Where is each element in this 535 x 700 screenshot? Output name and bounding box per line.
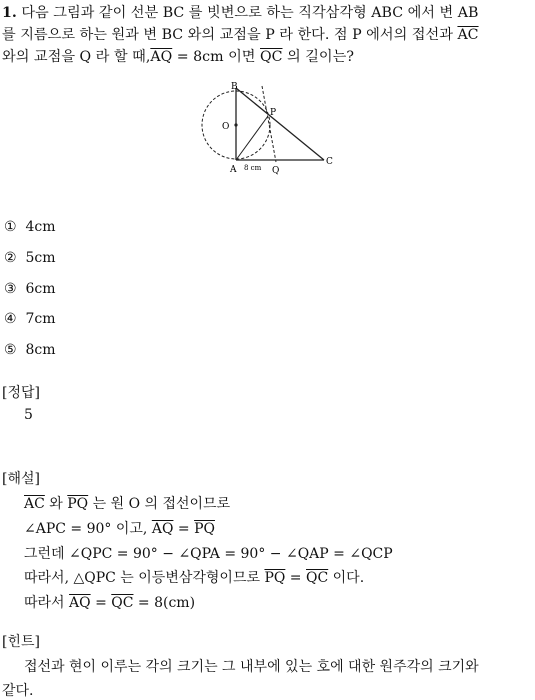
explanation-text: 이다. [328,570,365,586]
segment-pq: $\overline{PQ}$ [264,570,286,586]
option-4[interactable] [4,311,56,327]
label-b: B [231,82,238,92]
hint-line-2: 같다. [2,683,34,699]
label-p: P [270,108,277,118]
option-text: 7cm [25,311,56,327]
segment-aq: $\overline{AQ}$ [69,595,91,611]
option-mark: ⑤ [4,342,17,358]
question-text: = 8cm 이면 [172,49,260,65]
segment-qc: $\overline{QC}$ [260,49,283,65]
explanation-line-1 [24,493,230,513]
tangent-line [262,86,276,162]
segment-ap [236,116,268,160]
segment-ac: $\overline{AC}$ [457,27,479,43]
explanation-line-5 [24,592,195,612]
question-text: 를 지름으로 하는 원과 변 BC 와의 교점을 P 라 한다. 점 P 에서의 접선과 [2,27,453,43]
explanation-text: 와 [44,496,68,512]
label-8cm: 8 cm [244,164,262,172]
explanation-line-2 [24,518,215,538]
segment-ac: $\overline{AC}$ [24,496,45,512]
label-c: C [326,157,333,167]
option-mark: ④ [4,311,17,327]
option-mark: ③ [4,281,17,297]
segment-pq: $\overline{PQ}$ [67,496,89,512]
segment-pq: $\overline{PQ}$ [194,521,215,537]
question-text: 의 길이는? [282,49,354,65]
explanation-text: = [173,521,195,537]
center-dot [234,123,237,126]
question-number: 1. [2,5,17,21]
hint-line-1: 접선과 현이 이루는 각의 크기는 그 내부에 있는 호에 대한 원주각의 크기와 [24,659,479,675]
option-text: 6cm [25,281,56,297]
option-mark: ② [4,250,17,266]
explanation-text: = [90,595,112,611]
label-q: Q [272,166,280,176]
question-line-3 [2,46,354,68]
option-3[interactable] [4,281,56,297]
question-line-1 [2,2,478,24]
segment-qc: $\overline{QC}$ [111,595,134,611]
segment-bc [236,88,324,160]
explanation-text: 는 원 O 의 접선이므로 [88,496,231,512]
question-text: 와의 교점을 Q 라 할 때, [2,49,151,65]
answer-header: [정답] [2,385,40,401]
option-1[interactable] [4,219,56,235]
answer-value: 5 [24,407,33,423]
option-text: 8cm [25,342,56,358]
option-mark: ① [4,219,17,235]
label-a: A [230,165,237,175]
explanation-text: = 8(cm) [133,595,196,611]
geometry-figure [198,80,338,178]
question-text: 다음 그림과 같이 선분 BC 를 빗변으로 하는 직각삼각형 ABC 에서 변 AB [21,5,479,21]
explanation-text: 따라서, △QPC 는 이등변삼각형이므로 [24,570,265,586]
hint-header: [힌트] [2,634,40,650]
option-2[interactable] [4,250,56,266]
explanation-line-4 [24,567,364,587]
explanation-text: 따라서 [24,595,70,611]
segment-aq: $\overline{AQ}$ [150,49,173,65]
explanation-header: [해설] [2,471,40,487]
explanation-text: ∠APC = 90° 이고, [24,521,152,537]
explanation-text: = [285,570,306,586]
segment-qc: $\overline{QC}$ [306,570,329,586]
option-text: 4cm [25,219,56,235]
option-text: 5cm [25,250,56,266]
label-o: O [222,122,230,132]
segment-aq: $\overline{AQ}$ [151,521,174,537]
explanation-line-3: 그런데 ∠QPC = 90° − ∠QPA = 90° − ∠QAP = ∠QCP [24,546,393,562]
question-line-2 [2,24,479,46]
option-5[interactable] [4,342,56,358]
